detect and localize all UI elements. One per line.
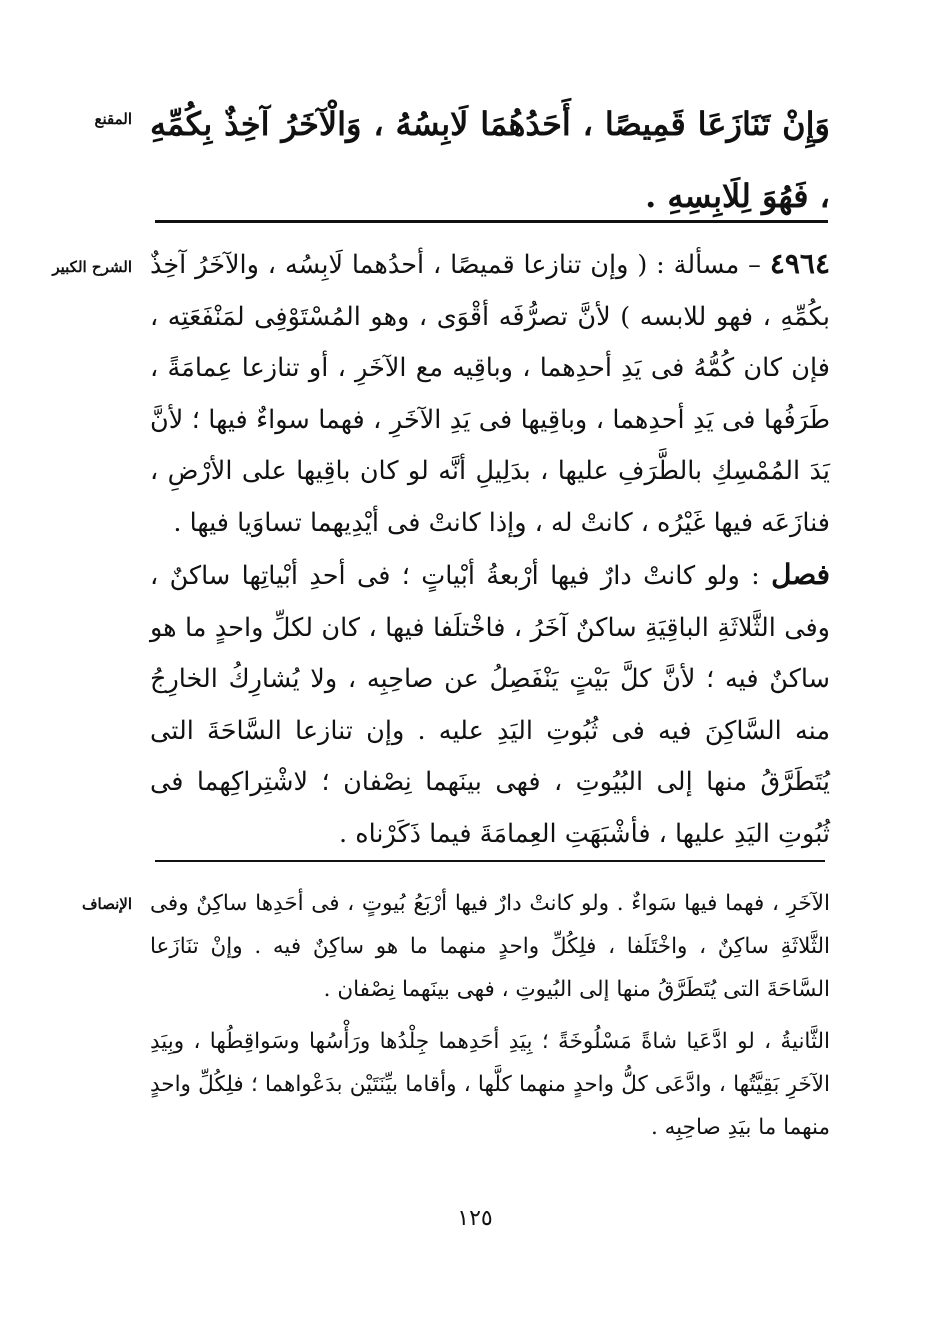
issue-number: ٤٩٦٤ xyxy=(769,247,830,280)
section-divider-thin xyxy=(155,860,825,862)
page-number: ١٢٥ xyxy=(457,1206,493,1231)
insaf-paragraph-2: الثَّانيةُ ، لو ادَّعَيا شاةً مَسْلُوخَةً ؛ بِيَدِ أحَدِهما جِلْدُها ورَأْسُها وسَواقِطُها ، وبِيَدِ الآخَرِ بَقِيَّتُها ، وادَّعَى كلُّ واحدٍ منهما كلَّها ، وأقاما بيِّنَتَيْن بدَعْواهما ؛ فلِكُلِّ واحدٍ منهما ما بيَدِ صاحِبِه . xyxy=(150,1029,830,1140)
sharh-paragraph-2 xyxy=(150,549,830,860)
sharh-paragraph-2-text: : ولو كانتْ دارٌ فيها أرْبعةُ أبْياتٍ ؛ فى أحدِ أبْياتِها ساكنٌ ، وفى الثَّلاثَةِ الباقِيَةِ ساكنٌ آخَرُ ، فاخْتلَفا فيها ، كان لكلِّ واحدٍ ما هو ساكنٌ فيه ؛ لأنَّ كلَّ بَيْتٍ يَنْفَصِلُ عن صاحِبِه ، ولا يُشارِكُ الخارِجُ منه السَّاكِنَ فيه فى ثُبُوتِ اليَدِ عليه . وإن تنازعا السَّاحَةَ التى يُتَطَرَّقُ منها إلى البُيُوتِ ، فهى بينَهما نِصْفان ؛ لاشْتِراكِهما فى ثُبُوتِ اليَدِ عليها ، فأشْبَهَتِ العِمامَةَ فيما ذَكَرْناه . xyxy=(150,561,830,849)
margin-label-insaf: الإنصاف xyxy=(81,895,132,913)
margin-label-sharh: الشرح الكبير xyxy=(52,258,132,276)
section-divider-thick xyxy=(155,220,828,223)
insaf-paragraph-1: الآخَرِ ، فهما فيها سَواءٌ . ولو كانتْ دارٌ فيها أرْبَعُ بُيوتٍ ، فى أحَدِها ساكِنٌ وفى الثَّلاثَةِ ساكِنٌ ، واخْتَلَفا ، فلِكُلِّ واحدٍ منهما ما هو ساكِنٌ فيه . وإنْ تنَازَعا السَّاحَةَ التى يُتَطَرَّقُ منها إلى البُيوتِ ، فهى بينَهما نِصْفان . xyxy=(150,891,830,1002)
sharh-section xyxy=(150,238,830,860)
margin-label-muqni: المقنع xyxy=(94,110,132,128)
sharh-paragraph-1-text: – مسألة : ( وإن تنازعا قميصًا ، أحدُهما لَابِسُه ، والآخَرُ آخِذٌ بكُمِّهِ ، فهو للابسه ) لأنَّ تصرُّفَه أقْوَى ، وهو المُسْتَوْفِى لمَنْفَعَتِه ، فإن كان كُمُّهُ فى يَدِ أحدِهما ، وباقِيه مع الآخَرِ ، أو تنازعا عِمامَةً ، طَرَفُها فى يَدِ أحدِهما ، وباقِيها فى يَدِ الآخَرِ ، فهما سواءٌ فيها ؛ لأنَّ يَدَ المُمْسِكِ بالطَّرَفِ عليها ، بدَلِيلِ أنَّه لو كان باقِيها على الأرْضِ ، فنازَعَه فيها غَيْرُه ، كانتْ له ، وإذا كانتْ فى أيْدِيهما تساوَيا فيها . xyxy=(150,250,830,538)
sharh-paragraph-1 xyxy=(150,238,830,549)
muqni-text: وَإِنْ تَنَازَعَا قَمِيصًا ، أَحَدُهُمَا لَابِسُهُ ، وَالْآخَرُ آخِذٌ بِكُمِّهِ ، فَهُوَ لِلَابِسِهِ . xyxy=(150,105,830,215)
insaf-section xyxy=(150,882,830,1149)
fasl-heading: فصل xyxy=(771,558,830,591)
